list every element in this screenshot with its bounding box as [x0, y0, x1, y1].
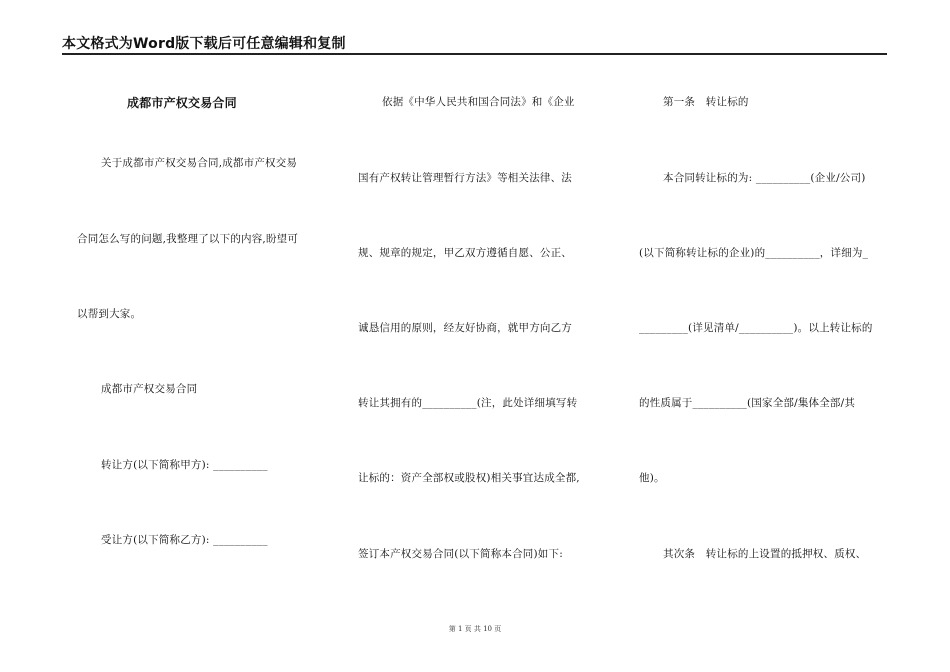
paragraph-line: 让标的：资产全部权或股权)相关事宜达成全都, — [358, 472, 580, 484]
page-number-footer: 第 1 页 共 10 页 — [448, 625, 502, 633]
paragraph-line: (以下简称转让标的企业)的__________，详细为_ — [639, 247, 869, 259]
header-divider — [62, 53, 887, 55]
document-header-title: 本文格式为Word版下载后可任意编辑和复制 — [62, 36, 346, 52]
transferor-field: 转让方(以下简称甲方): __________ — [101, 459, 268, 471]
paragraph-line: 关于成都市产权交易合同,成都市产权交易 — [101, 157, 298, 169]
paragraph-line: 签订本产权交易合同(以下简称本合同)如下: — [358, 548, 563, 560]
paragraph-line: 合同怎么写的问题,我整理了以下的内容,盼望可 — [77, 233, 299, 245]
contract-title: 成都市产权交易合同 — [127, 96, 237, 110]
article-heading: 第一条 转让标的 — [663, 96, 749, 108]
paragraph-line: 他)。 — [639, 472, 665, 484]
section-heading: 成都市产权交易合同 — [101, 383, 198, 395]
paragraph-line: 规、规章的规定，甲乙双方遵循自愿、公正、 — [358, 247, 572, 259]
paragraph-line: 的性质属于__________(国家全部/集体全部/其 — [639, 397, 856, 409]
paragraph-line: 以帮到大家。 — [77, 308, 142, 320]
paragraph-line: 依据《中华人民共和国合同法》和《企业 — [382, 96, 575, 108]
paragraph-line: 诚恳信用的原则，经友好协商，就甲方向乙方 — [358, 322, 572, 334]
article-heading: 其次条 转让标的上设置的抵押权、质权、 — [663, 548, 867, 560]
paragraph-line: _________(详见清单/__________)。以上转让标的 — [639, 322, 873, 334]
paragraph-line: 转让其拥有的__________(注，此处详细填写转 — [358, 397, 578, 409]
paragraph-line: 国有产权转让管理暂行方法》等相关法律、法 — [358, 172, 572, 184]
paragraph-line: 本合同转让标的为: __________(企业/公司) — [663, 172, 866, 184]
transferee-field: 受让方(以下简称乙方): __________ — [101, 534, 268, 546]
